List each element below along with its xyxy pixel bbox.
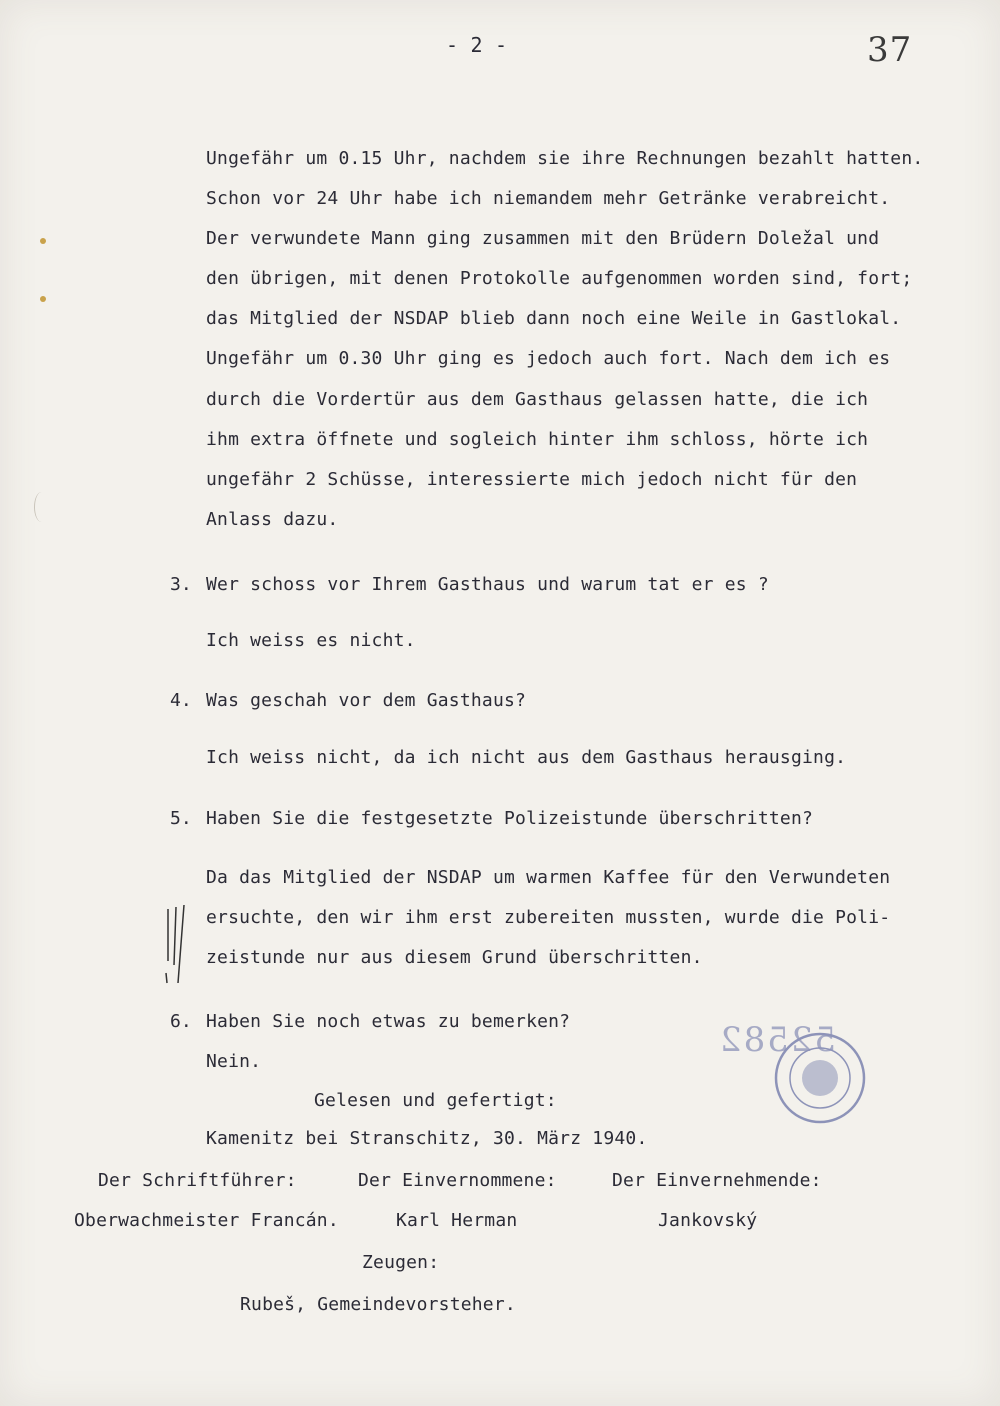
body-line: ungefähr 2 Schüsse, interessierte mich jedoch nicht für den <box>206 469 858 490</box>
closing-place-date: Kamenitz bei Stranschitz, 30. März 1940. <box>206 1128 648 1149</box>
punch-hole-mark <box>34 492 49 522</box>
answer-text: ersuchte, den wir ihm erst zubereiten mussten, wurde die Poli- <box>206 907 891 928</box>
body-line: ihm extra öffnete und sogleich hinter ihm schloss, hörte ich <box>206 429 869 450</box>
question-text: Haben Sie die festgesetzte Polizeistunde überschritten? <box>206 808 814 829</box>
witness-name: Rubeš, Gemeindevorsteher. <box>240 1294 516 1315</box>
pin-mark <box>40 296 46 302</box>
question-text: Was geschah vor dem Gasthaus? <box>206 690 527 711</box>
body-line: Ungefähr um 0.30 Uhr ging es jedoch auch fort. Nach dem ich es <box>206 348 891 369</box>
answer-text: Ich weiss nicht, da ich nicht aus dem Gasthaus herausging. <box>206 747 847 768</box>
body-line: Der verwundete Mann ging zusammen mit den Brüdern Doležal und <box>206 228 880 249</box>
margin-pencil-mark <box>158 905 192 985</box>
body-line: Ungefähr um 0.15 Uhr, nachdem sie ihre Rechnungen bezahlt hatten. <box>206 148 924 169</box>
question-number: 4. <box>170 690 192 711</box>
answer-text: Nein. <box>206 1051 262 1072</box>
question-number: 6. <box>170 1011 192 1032</box>
stamp-number: 52582 <box>718 1020 837 1060</box>
answer-text: Ich weiss es nicht. <box>206 630 416 651</box>
answer-text: Da das Mitglied der NSDAP um warmen Kaffee für den Verwundeten <box>206 867 891 888</box>
body-line: Anlass dazu. <box>206 509 339 530</box>
answer-text: zeistunde nur aus diesem Grund überschritten. <box>206 947 703 968</box>
recorder-name: Oberwachmeister Francán. <box>74 1210 339 1231</box>
interviewer-name: Jankovský <box>658 1210 758 1231</box>
closing-read-line: Gelesen und gefertigt: <box>314 1090 557 1111</box>
question-number: 3. <box>170 574 192 595</box>
body-line: durch die Vordertür aus dem Gasthaus gelassen hatte, die ich <box>206 389 869 410</box>
body-line: Schon vor 24 Uhr habe ich niemandem mehr Getränke verabreicht. <box>206 188 891 209</box>
question-number: 5. <box>170 808 192 829</box>
question-text: Haben Sie noch etwas zu bemerken? <box>206 1011 571 1032</box>
archive-stamp-icon <box>770 1028 870 1128</box>
pin-mark <box>40 238 46 244</box>
question-text: Wer schoss vor Ihrem Gasthaus und warum tat er es ? <box>206 574 769 595</box>
interviewee-label: Der Einvernommene: <box>358 1170 557 1191</box>
body-line: den übrigen, mit denen Protokolle aufgenommen worden sind, fort; <box>206 268 913 289</box>
recorder-label: Der Schriftführer: <box>98 1170 297 1191</box>
interviewee-name: Karl Herman <box>396 1210 518 1231</box>
body-line: das Mitglied der NSDAP blieb dann noch eine Weile in Gastlokal. <box>206 308 902 329</box>
page-number: - 2 - <box>446 33 508 57</box>
interviewer-label: Der Einvernehmende: <box>612 1170 822 1191</box>
folio-number: 37 <box>867 30 913 70</box>
witnesses-label: Zeugen: <box>362 1252 440 1273</box>
